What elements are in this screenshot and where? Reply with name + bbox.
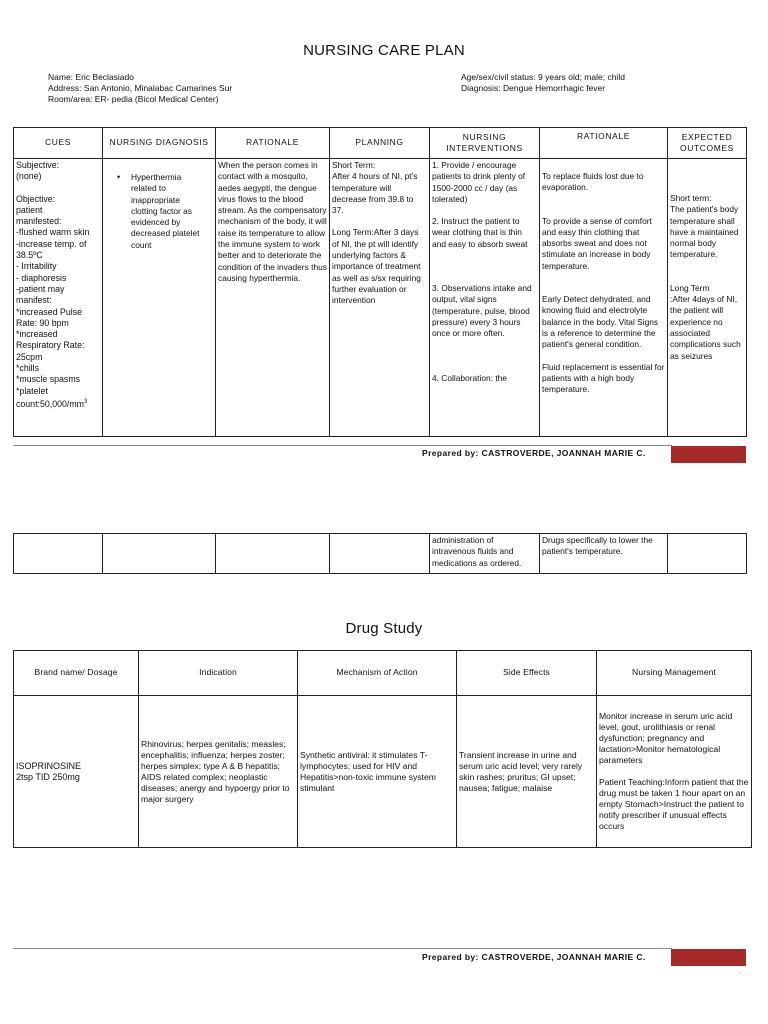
intervention-item: 1. Provide / encourage patients to drink plenty of 1500-2000 cc / day (as tolerated) [432,160,526,204]
patient-info-left [48,72,232,105]
objective-line: *increased Pulse [16,306,83,317]
objective-line: Rate: 90 bpm [16,317,69,328]
side-effects-cell: Transient increase in urine and serum uric acid level; very rarely skin rashes; pruritus; GI upset; nausea; fatigue; malaise [457,696,597,848]
divider-line [13,445,672,446]
header-brand-dosage: Brand name/ Dosage [14,651,139,696]
platelet-count [16,397,100,410]
empty-cell [14,534,103,574]
interventions-cell [430,159,540,437]
mechanism-cell: Synthetic antiviral: it stimulates T-lymphocytes; used for HIV and Hepatitis>non-toxic immune system stimulant [298,696,457,848]
management-monitor: Monitor increase in serum uric acid level, gout, urolithiasis or renal dysfunction; pregnancy and lactation>Monitor hematological parameters [599,711,733,765]
care-plan-continuation-table [13,533,747,574]
objective-label: Objective: [16,193,56,204]
drug-study-table [13,650,752,848]
rationale2-item: Fluid replacement is essential for patients with a high body temperature. [542,361,665,395]
long-term-text: Long Term:After 3 days of NI, the pt will identify underlying factors & importance of treatment as well as s/sx requiring further evaluation or intervention [332,227,421,306]
bullet-icon: • [117,172,121,182]
management-teaching: Patient Teaching:Inform patient that the drug must be taken 1 hour apart on an empty Stomach>Instruct the patient to notify prescriber if unusual effects occurs [599,777,749,831]
empty-cell [668,534,747,574]
outcome-short-text: The patient's body temperature shall have a maintained normal body temperature. [670,204,739,260]
short-term-text: After 4 hours of NI, pt's temperature will decrease from 39.8 to 37. [332,171,418,216]
planning-cell [330,159,430,437]
objective-line: 38.5ºC [16,250,43,261]
platelet-count-exponent: 3 [83,398,88,405]
rationale2-item: Early Detect dehydrated, and knowing fluid and electrolyte balance in the body. Vital Signs is a reference to determine the patient's general condition. [542,294,659,350]
header-expected-outcomes: EXPECTED OUTCOMES [668,128,747,159]
header-nursing-management: Nursing Management [597,651,752,696]
objective-line: - Irritability [16,261,57,272]
objective-line: -patient may [16,283,65,294]
empty-cell [216,534,330,574]
accent-block [671,949,746,966]
prepared-by: Prepared by: CASTROVERDE, JOANNAH MARIE C. [422,448,646,458]
header-rationale-2: RATIONALE [540,128,668,159]
objective-line: -increase temp. of [16,238,87,249]
rationale2-item: To replace fluids lost due to evaporation. [542,171,644,193]
brand-dosage-cell [14,696,139,848]
patient-name: Name: Eric Beclasiado [48,72,134,82]
objective-line: *platelet [16,385,48,396]
continuation-intervention: administration of intravenous fluids and medications as ordered. [430,534,540,574]
divider-line [13,948,672,949]
objective-line: manifested: [16,216,62,227]
header-nursing-diagnosis: NURSING DIAGNOSIS [103,128,216,159]
objective-line: 25cpm [16,351,43,362]
patient-room: Room/area: ER- pedia (Bicol Medical Center) [48,94,219,104]
intervention-item: 4. Collaboration: the [432,372,507,383]
outcome-short-label: Short term: [670,193,712,203]
objective-line: patient [16,204,43,215]
patient-diagnosis: Diagnosis: Dengue Hemorrhagic fever [461,83,606,93]
empty-cell [103,534,216,574]
care-plan-title: NURSING CARE PLAN [303,42,465,59]
intervention-item: 3. Observations intake and output, vital signs (temperature, pulse, blood pressure) every 3 hours once or more often. [432,283,532,339]
objective-line: -flushed warm skin [16,227,90,238]
continuation-rationale: Drugs specifically to lower the patient's temperature. [540,534,668,574]
objective-line: *increased [16,329,58,340]
header-rationale: RATIONALE [216,128,330,159]
header-nursing-interventions: NURSING INTERVENTIONS [430,128,540,159]
diagnosis-cell [103,159,216,437]
accent-block [671,446,746,463]
header-side-effects: Side Effects [457,651,597,696]
brand-name: ISOPRINOSINE [16,760,82,771]
rationale2-item: To provide a sense of comfort and easy thin clothing that absorbs sweat and does not stimulate an increase in body temperature. [542,215,652,271]
management-cell [597,696,752,848]
intervention-item: 2. Instruct the patient to wear clothing that is thin and easy to absorb sweat [432,216,528,249]
patient-address: Address: San Antonio, Minalabac Camarines Sur [48,83,233,93]
header-cues: CUES [14,128,103,159]
objective-line: Respiratory Rate: [16,340,85,351]
subjective-label: Subjective: [16,160,60,170]
continuation-row [14,534,747,574]
prepared-by: Prepared by: CASTROVERDE, JOANNAH MARIE C. [422,952,646,962]
header-indication: Indication [139,651,298,696]
cues-cell [14,159,103,437]
rationale-cell: When the person comes in contact with a mosquito, aedes aegypti, the dengue virus flows to the blood stream. As the compensatory mechanism of the body, it will raise its temperature to allow the immune system to work better and to deteriorate the condition of the invaders thus causing hyperthermia. [216,159,330,437]
dosage: 2tsp TID 250mg [16,771,80,782]
empty-cell [330,534,430,574]
care-plan-table [13,127,747,437]
subjective-value: (none) [16,171,42,182]
objective-line: manifest: [16,295,52,306]
objective-line: *chills [16,363,39,374]
care-plan-row [14,159,747,437]
drug-row [14,696,752,848]
outcomes-cell [668,159,747,437]
outcome-long-label: Long Term [670,282,710,293]
objective-line: *muscle spasms [16,374,81,385]
drug-header-row [14,651,752,696]
header-planning: PLANNING [330,128,430,159]
patient-age-sex-status: Age/sex/civil status: 9 years old; male; child [461,72,625,82]
care-plan-header-row [14,128,747,159]
outcome-long-text: :After 4days of NI, the patient will experience no associated complications such as seizures [670,294,741,361]
objective-line: - diaphoresis [16,272,67,283]
diagnosis-text: Hyperthermia related to inappropriate clotting factor as evidenced by decreased platelet count [131,172,200,250]
rationale2-cell [540,159,668,437]
header-mechanism: Mechanism of Action [298,651,457,696]
drug-study-title: Drug Study [345,620,423,637]
indication-cell: Rhinovirus; herpes genitalis; measles; encephalitis; influenza; herpes zoster; herpes simplex; type A & B hepatitis; AIDS related complex; neoplastic diseases; anergy and hypoergy prior to major surgery [139,696,298,848]
patient-info-right [461,72,625,94]
platelet-count-text: count:50,000/mm [16,398,84,409]
short-term-label: Short Term: [332,160,376,170]
